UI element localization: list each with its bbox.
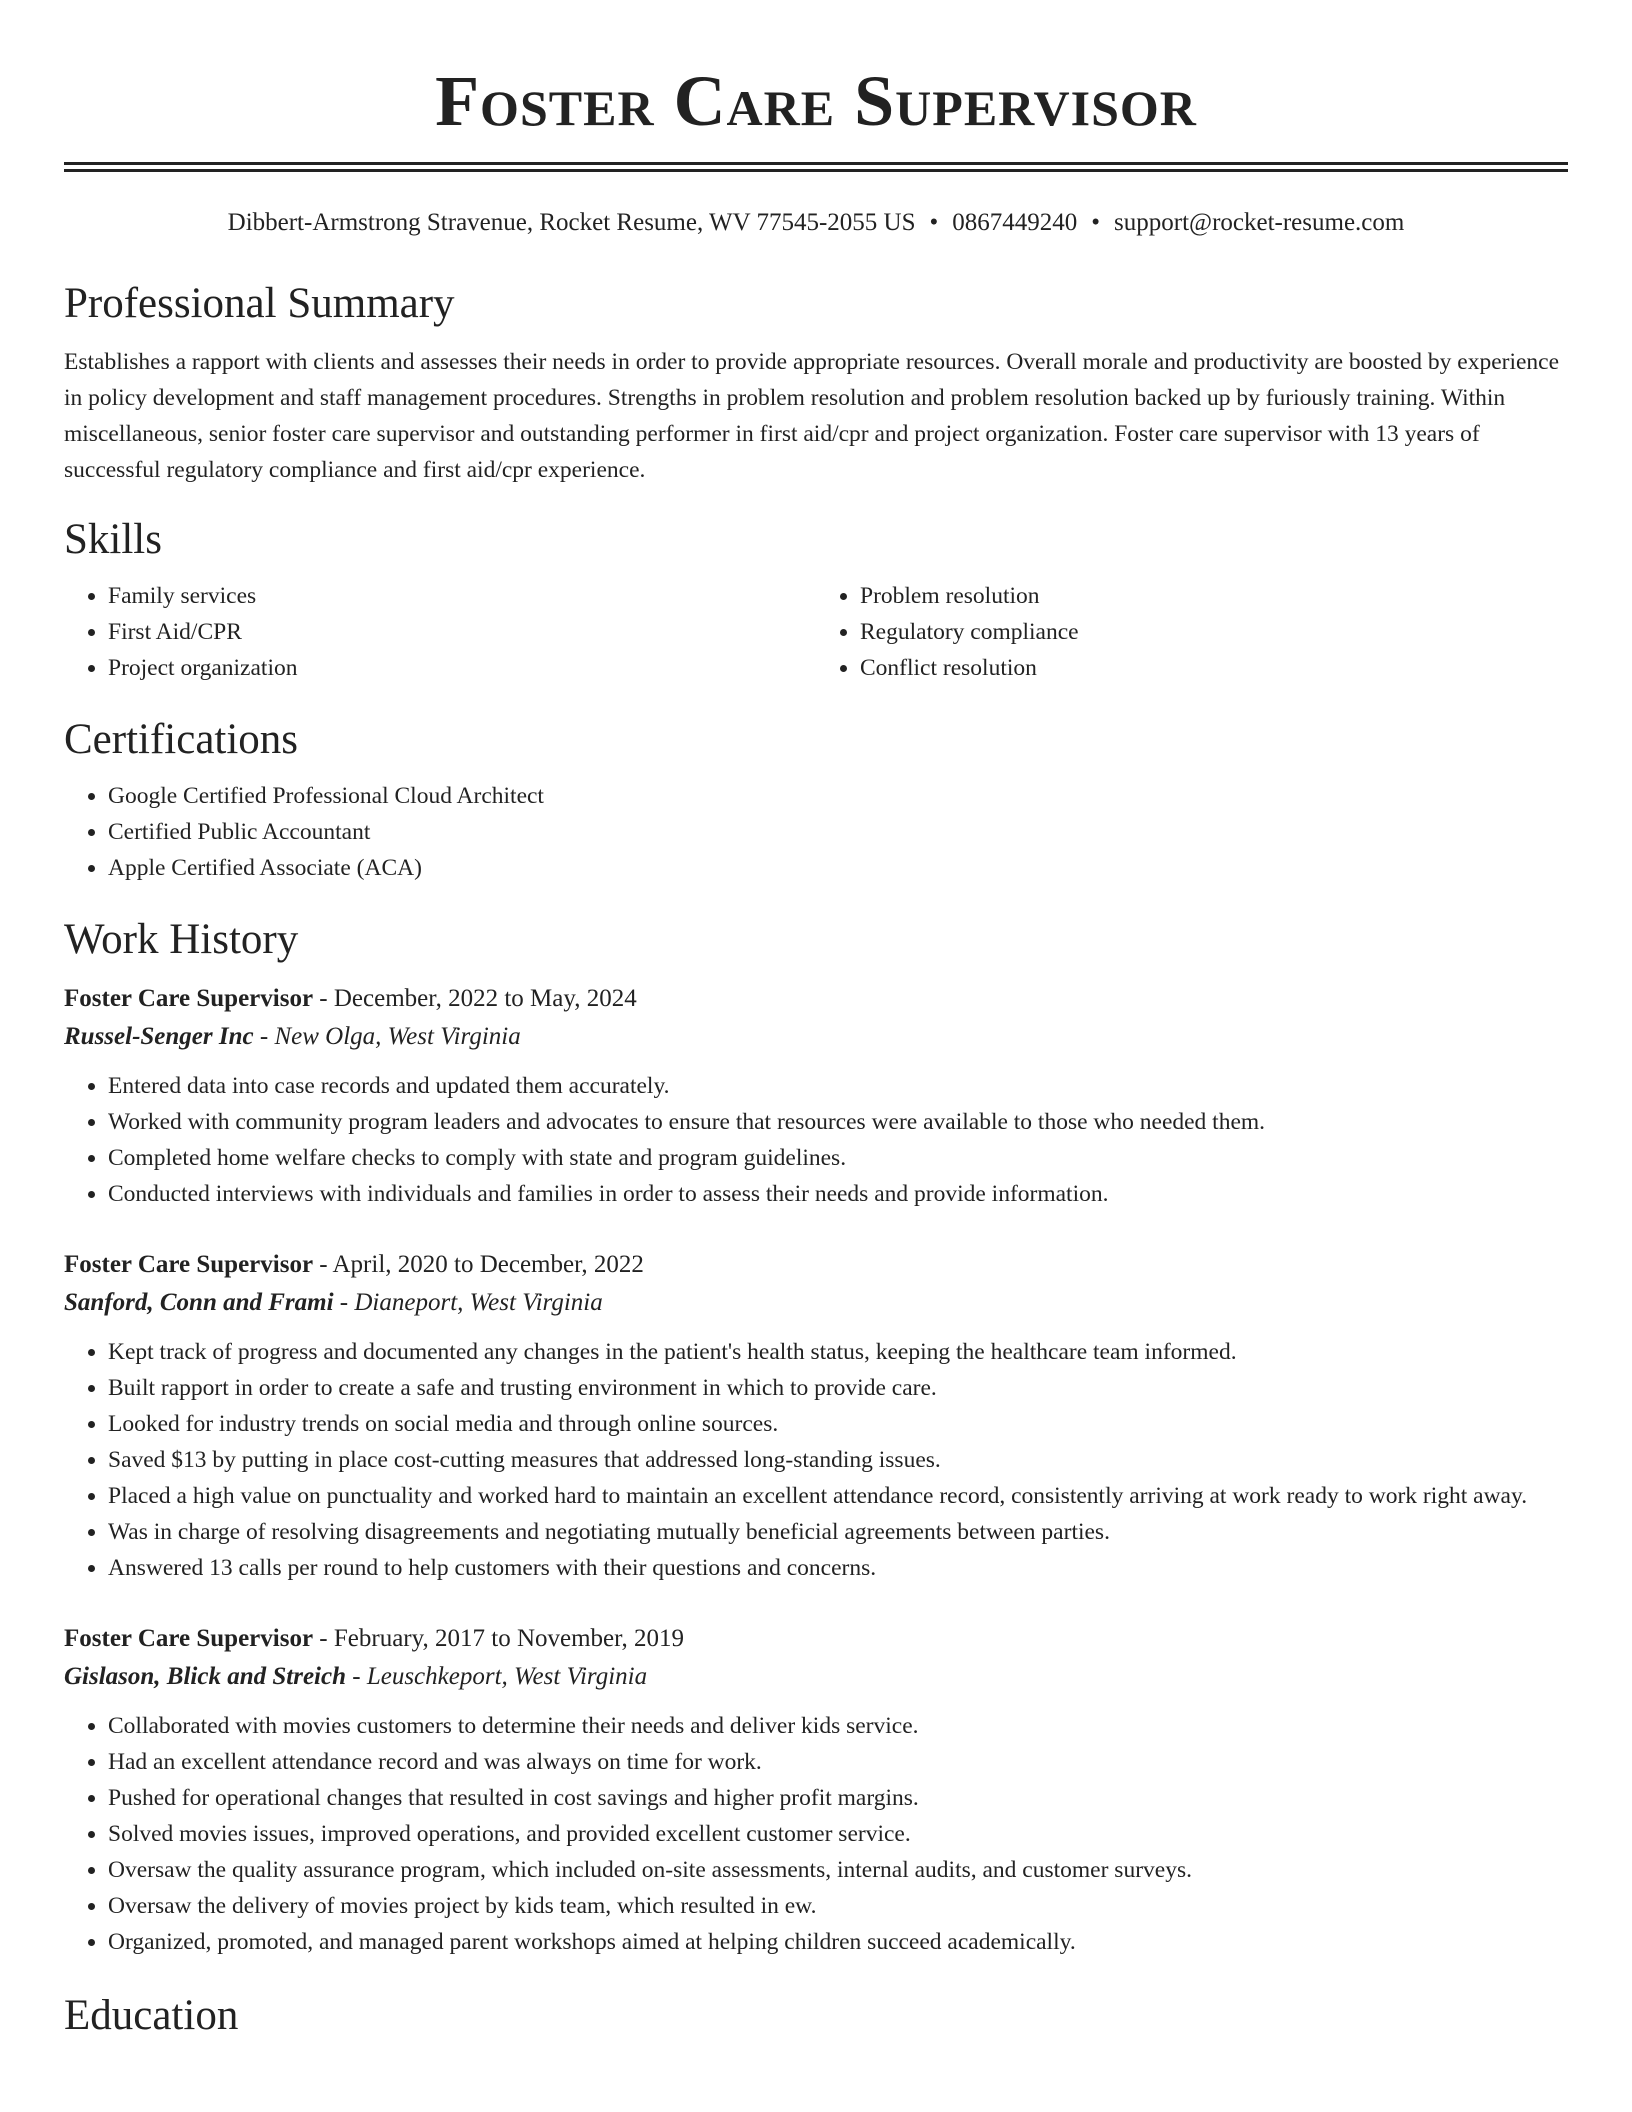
contact-separator: • bbox=[929, 209, 939, 236]
skill-item: • Regulatory compliance bbox=[860, 614, 1568, 650]
job-bullet: • Entered data into case records and updated them accurately. bbox=[108, 1068, 1568, 1104]
summary-section bbox=[64, 278, 1568, 488]
certifications-heading: Certifications bbox=[64, 716, 299, 763]
job-entry bbox=[64, 980, 1568, 1212]
education-heading: Education bbox=[64, 1992, 239, 2039]
certification-item: • Google Certified Professional Cloud Architect bbox=[108, 778, 1568, 814]
job-title: Foster Care Supervisor bbox=[64, 1251, 314, 1278]
job-company-line bbox=[64, 1018, 1568, 1056]
job-bullet: • Answered 13 calls per round to help customers with their questions and concerns. bbox=[108, 1550, 1568, 1586]
job-bullet: • Kept track of progress and documented any changes in the patient's health status, keeping the healthcare team informed. bbox=[108, 1334, 1568, 1370]
job-bullet: • Looked for industry trends on social media and through online sources. bbox=[108, 1406, 1568, 1442]
skills-section bbox=[64, 514, 1568, 686]
skill-item: • Conflict resolution bbox=[860, 650, 1568, 686]
work-history-section bbox=[64, 914, 1568, 1960]
job-dates: - April, 2020 to December, 2022 bbox=[313, 1251, 644, 1278]
job-bullet: • Completed home welfare checks to comply with state and program guidelines. bbox=[108, 1140, 1568, 1176]
job-entry bbox=[64, 1246, 1568, 1586]
contact-address: Dibbert-Armstrong Stravenue, Rocket Resume, WV 77545-2055 US bbox=[227, 209, 916, 236]
job-bullet: • Collaborated with movies customers to determine their needs and deliver kids service. bbox=[108, 1708, 1568, 1744]
skill-item: • Problem resolution bbox=[860, 578, 1568, 614]
certifications-list bbox=[64, 778, 1568, 886]
job-bullet: • Oversaw the quality assurance program, which included on-site assessments, internal audits, and customer surveys. bbox=[108, 1852, 1568, 1888]
contact-line bbox=[64, 208, 1568, 238]
skill-item: • Family services bbox=[108, 578, 816, 614]
job-company: Russel-Senger Inc bbox=[64, 1023, 254, 1050]
job-bullet: • Saved $13 by putting in place cost-cutting measures that addressed long-standing issues. bbox=[108, 1442, 1568, 1478]
job-location: - Leuschkeport, West Virginia bbox=[346, 1663, 648, 1690]
job-location: - Dianeport, West Virginia bbox=[333, 1289, 603, 1316]
certifications-section bbox=[64, 714, 1568, 886]
job-bullet: • Had an excellent attendance record and was always on time for work. bbox=[108, 1744, 1568, 1780]
certification-item: • Apple Certified Associate (ACA) bbox=[108, 850, 1568, 886]
resume-title: Foster Care Supervisor bbox=[435, 61, 1197, 141]
contact-email: support@rocket-resume.com bbox=[1114, 209, 1405, 236]
skill-item: • Project organization bbox=[108, 650, 816, 686]
job-bullet: • Placed a high value on punctuality and worked hard to maintain an excellent attendance record, consistently arriving at work ready to work right away. bbox=[108, 1478, 1568, 1514]
education-section bbox=[64, 1990, 1568, 2042]
summary-text: Establishes a rapport with clients and assesses their needs in order to provide appropriate resources. Overall morale and productivity are boosted by experience in policy development and staff management procedures. Strengths in problem resolution and problem resolution backed up by furiously training. Within miscellaneous, senior foster care supervisor and outstanding performer in first aid/cpr and project organization. Foster care supervisor with 13 years of successful regulatory compliance and first aid/cpr experience. bbox=[64, 349, 1560, 483]
job-title-line bbox=[64, 1246, 1568, 1284]
job-company: Sanford, Conn and Frami bbox=[64, 1289, 334, 1316]
job-title: Foster Care Supervisor bbox=[64, 985, 314, 1012]
contact-phone: 0867449240 bbox=[952, 209, 1078, 236]
summary-heading: Professional Summary bbox=[64, 280, 455, 327]
job-company: Gislason, Blick and Streich bbox=[64, 1663, 346, 1690]
skills-columns bbox=[64, 578, 1568, 686]
skill-item: • First Aid/CPR bbox=[108, 614, 816, 650]
job-location: - New Olga, West Virginia bbox=[253, 1023, 521, 1050]
job-entry bbox=[64, 1620, 1568, 1960]
job-company-line bbox=[64, 1284, 1568, 1322]
skills-list-right bbox=[816, 578, 1568, 686]
job-bullet: • Organized, promoted, and managed parent workshops aimed at helping children succeed academically. bbox=[108, 1924, 1568, 1960]
job-bullets bbox=[64, 1708, 1568, 1960]
job-bullet: • Was in charge of resolving disagreements and negotiating mutually beneficial agreements between parties. bbox=[108, 1514, 1568, 1550]
job-dates: - December, 2022 to May, 2024 bbox=[313, 985, 637, 1012]
skills-list-left bbox=[64, 578, 816, 686]
title-divider bbox=[64, 162, 1568, 172]
job-bullet: • Oversaw the delivery of movies project by kids team, which resulted in ew. bbox=[108, 1888, 1568, 1924]
job-company-line bbox=[64, 1658, 1568, 1696]
certification-item: • Certified Public Accountant bbox=[108, 814, 1568, 850]
job-title-line bbox=[64, 1620, 1568, 1658]
job-title: Foster Care Supervisor bbox=[64, 1625, 314, 1652]
job-dates: - February, 2017 to November, 2019 bbox=[313, 1625, 684, 1652]
job-bullet: • Pushed for operational changes that resulted in cost savings and higher profit margins. bbox=[108, 1780, 1568, 1816]
skills-heading: Skills bbox=[64, 516, 162, 563]
work-history-heading: Work History bbox=[64, 916, 299, 963]
job-bullet: • Built rapport in order to create a safe and trusting environment in which to provide care. bbox=[108, 1370, 1568, 1406]
contact-separator: • bbox=[1091, 209, 1101, 236]
job-title-line bbox=[64, 980, 1568, 1018]
job-bullets bbox=[64, 1068, 1568, 1212]
job-bullet: • Conducted interviews with individuals and families in order to assess their needs and provide information. bbox=[108, 1176, 1568, 1212]
job-bullet: • Solved movies issues, improved operations, and provided excellent customer service. bbox=[108, 1816, 1568, 1852]
job-bullets bbox=[64, 1334, 1568, 1586]
job-bullet: • Worked with community program leaders and advocates to ensure that resources were available to those who needed them. bbox=[108, 1104, 1568, 1140]
